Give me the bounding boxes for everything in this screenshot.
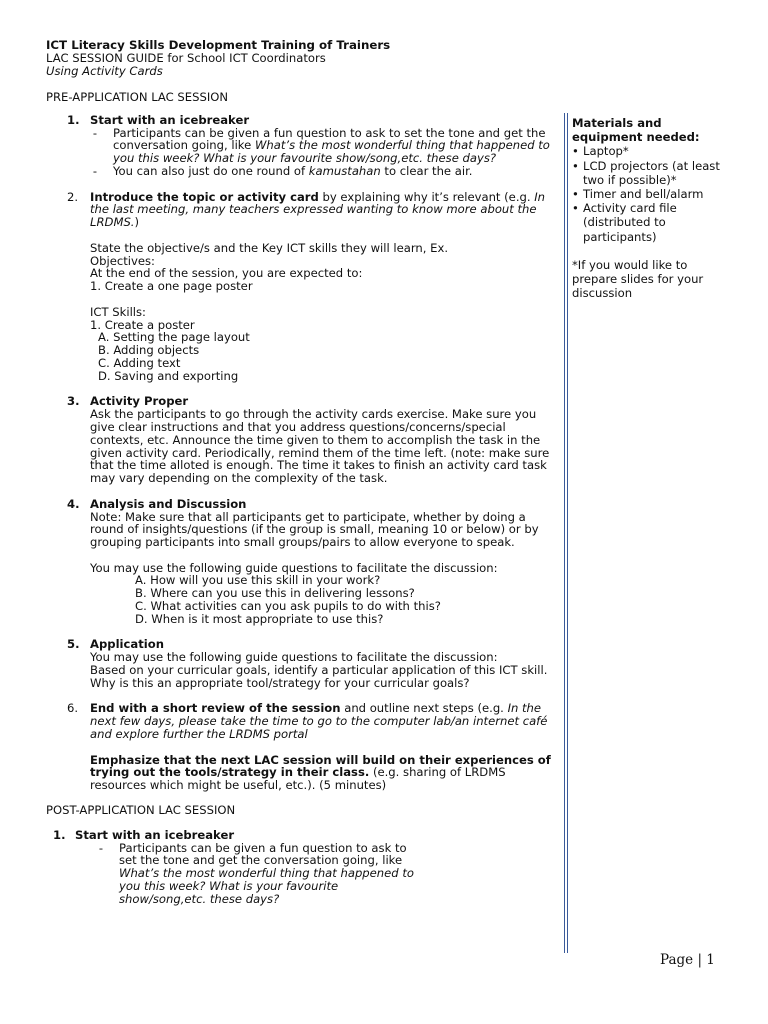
materials-note: *If you would like to prepare slides for your discussion [572,257,704,301]
skill-item: 1. Create a poster [90,317,195,332]
step-number: 1. [67,112,80,127]
step-title: Analysis and Discussion [90,496,247,511]
document-header [46,39,390,77]
step-text: Introduce the topic or activity card by explaining why it’s relevant (e.g. In the last meeting, many teachers expressed wanting to know more about the LRDMS.) [90,189,546,230]
guide-question: A. How will you use this skill in your work? [135,573,381,588]
step-title: Activity Proper [90,394,189,409]
step-number: 3. [67,394,80,409]
document-title: ICT Literacy Skills Development Training of Trainers [46,38,391,52]
pre-section-title: PRE-APPLICATION LAC SESSION [46,90,229,104]
step-icebreaker [46,829,420,906]
step-emphasis: Emphasize that the next LAC session will build on their experiences of trying out the tools/strategy in their class. (e.g. sharing of LRDMS resources which might be useful, etc.). (5 minutes) [90,752,551,793]
icebreaker-bullets [90,127,562,178]
post-section-title: POST-APPLICATION LAC SESSION [46,803,236,818]
step-note: Note: Make sure that all participants get to participate, whether by doing a round of insights/questions (if the group is small, meaning 10 or below) or by grouping participants into small groups/pairs to allow everyone to speak. [90,509,539,550]
document-subtitle: LAC SESSION GUIDE for School ICT Coordinators [46,50,326,65]
guide-intro: You may use the following guide questions to facilitate the discussion: [90,650,498,665]
step-text: Ask the participants to go through the activity cards exercise. Make sure you give clear instructions and that you address questions/concerns/special contexts, etc. Announce the time given to them to accomplish the task in the given activity card. Periodically, remind them of the time left. (note: make sure that the time alloted is enough. The time it takes to finish an activity card task may vary depending on the complexity of the task. [90,407,550,486]
list-item: • Activity card file (distributed to participants) [572,201,677,244]
list-item: - Participants can be given a fun question to ask to set the tone and get the conversation going, like What’s the most wonderful thing that happened to you this week? What is your favourite show/song,etc. these days? [92,125,550,166]
step-analysis-discussion [46,498,562,639]
step-application [46,638,562,702]
objectives-label: Objectives: [90,253,155,268]
icebreaker-bullets [75,842,420,906]
pre-steps-list [46,114,562,804]
list-item: • Laptop* [572,144,629,159]
materials-list [572,144,732,243]
main-column [46,91,562,906]
step-title: Start with an icebreaker [90,112,250,127]
list-item: • LCD projectors (at least two if possible)* [572,158,720,187]
objectives-intro: State the objective/s and the Key ICT skills they will learn, Ex. [90,240,449,255]
materials-title: Materials and equipment needed: [572,116,700,145]
list-item: - Participants can be given a fun question to ask to set the tone and get the conversation going, like What’s the most wonderful thing that happened to you this week? What is your favourite show/song,etc. these days? [98,840,414,906]
list-item: - You can also just do one round of kamustahan to clear the air. [92,163,473,178]
objectives-line: At the end of the session, you are expected to: [90,266,363,281]
step-introduce-topic [46,191,562,396]
step-number: 4. [67,496,80,511]
step-text: Based on your curricular goals, identify a particular application of this ICT skill. Why is this an appropriate tool/strategy for your curricular goals? [90,663,548,690]
objective-item: 1. Create a one page poster [90,279,253,294]
step-activity-proper [46,395,562,497]
guide-question: D. When is it most appropriate to use this? [135,611,384,626]
step-number: 1. [53,827,66,842]
column-divider [567,113,568,953]
skill-sub-item: D. Saving and exporting [98,368,239,383]
guide-intro: You may use the following guide questions to facilitate the discussion: [90,560,498,575]
post-steps-list [46,829,562,906]
step-icebreaker [46,114,562,191]
list-item: • Timer and bell/alarm [572,187,704,202]
skills-label: ICT Skills: [90,304,146,319]
step-number: 6. [67,701,79,716]
materials-sidebar [572,116,732,300]
step-title: Start with an icebreaker [75,827,235,842]
skill-sub-item: C. Adding text [98,355,181,370]
guide-question: C. What activities can you ask pupils to do with this? [135,599,441,614]
step-title: Application [90,637,164,652]
skill-sub-item: B. Adding objects [98,343,200,358]
document-subtitle-italic: Using Activity Cards [46,63,163,78]
skill-sub-item: A. Setting the page layout [98,330,250,345]
step-review [46,702,562,804]
post-section [46,804,562,906]
page-number: Page | 1 [660,952,715,968]
step-number: 5. [67,637,80,652]
column-divider [564,113,565,953]
step-text: End with a short review of the session and outline next steps (e.g. In the next few days, please take the time to go to the computer lab/an internet café and explore further the LRDMS portal [90,701,548,742]
guide-question: B. Where can you use this in delivering lessons? [135,586,415,601]
step-number: 2. [67,189,79,204]
